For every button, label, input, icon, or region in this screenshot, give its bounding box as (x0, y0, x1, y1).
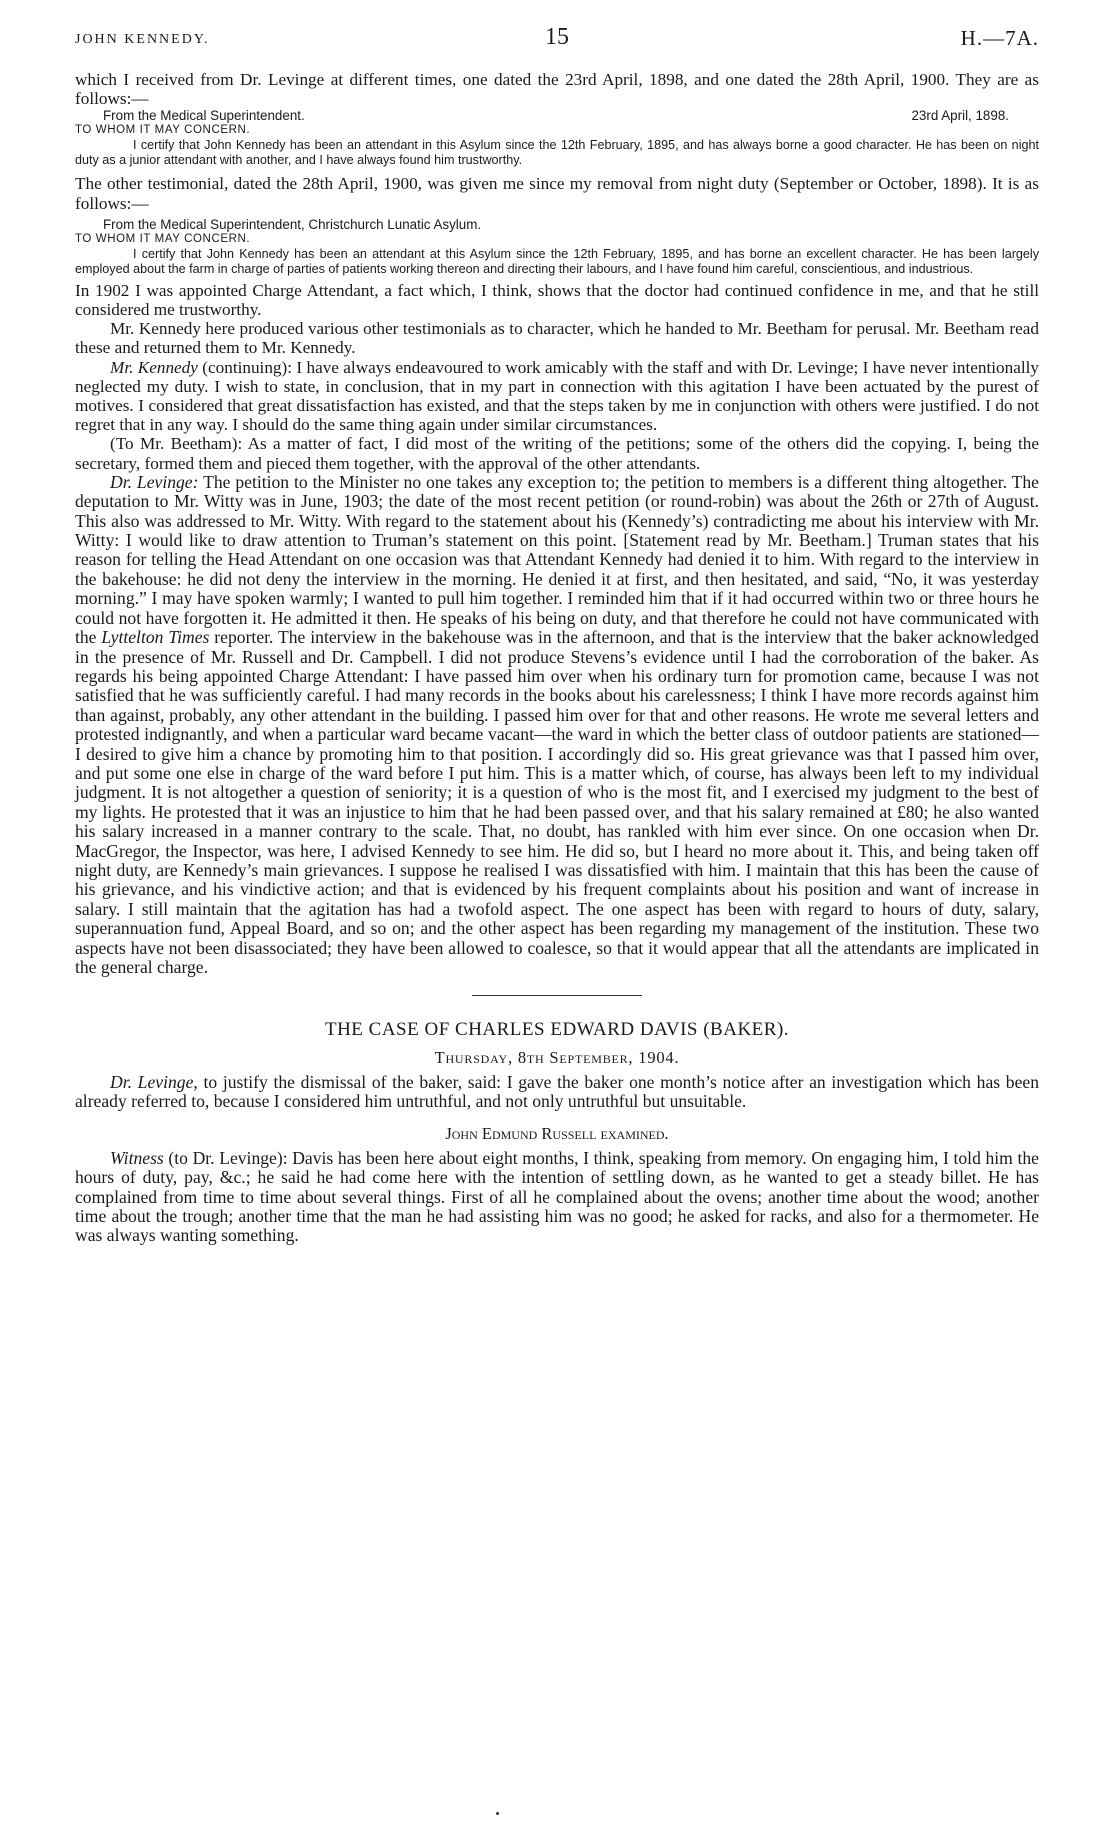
speaker-name: Dr. Levinge: (110, 471, 199, 492)
paragraph-witness-statement (75, 1149, 1039, 1246)
witness-heading: John Edmund Russell examined. (445, 1123, 669, 1143)
paragraph-levinge-justification (75, 1073, 1039, 1112)
letter-from: From the Medical Superintendent, Christchurch Lunatic Asylum. (103, 216, 482, 232)
case-date: Thursday, 8th September, 1904. (434, 1047, 680, 1067)
letter-from (75, 108, 1039, 123)
paragraph-kennedy-continuing (75, 358, 1039, 435)
speaker-name: Mr. Kennedy (110, 357, 198, 377)
letter-body: I certify that John Kennedy has been an attendant in this Asylum since the 12th February, 1895, and has always borne a good character. He has been on night duty as a junior attendant with another, and I have always found him trustworthy. (75, 138, 1039, 168)
statement-text: , to justify the dismissal of the baker, said: I gave the baker one month’s notice after an investigation which has been already referred to, because I considered him untruthful, and not only untruthful but unsuitable. (75, 1071, 1040, 1112)
document-reference: H.—7A. (960, 26, 1039, 50)
page-header (75, 20, 1039, 60)
paragraph-1902: In 1902 I was appointed Charge Attendant, a fact which, I think, shows that the doctor had continued confidence in me, and that he still considered me trustworthy. (75, 280, 1039, 320)
speaker-name: Witness (110, 1147, 164, 1168)
speaker-name: Dr. Levinge (110, 1071, 194, 1092)
document-body (75, 70, 1039, 1246)
statement-text: (to Dr. Levinge): Davis has been here about eight months, I think, speaking from memory. On engaging him, I told him the hours of duty, pay, &c.; he said he had come here with the intention of settling down, as he wanted to get a steady billet. He has complained from time to time about several things. First of all he complained about the ovens; another time about the wood; another time about the trough; another time that the man he had assisting him was no good; he asked for racks, and also for a thermometer. He was always wanting something. (75, 1147, 1039, 1246)
paragraph-intro: which I received from Dr. Levinge at different times, one dated the 23rd April, 1898, and one dated the 28th April, 1900. They are as follows:— (75, 70, 1039, 109)
statement-text: The petition to the Minister no one takes any exception to; the petition to members is a different thing altogether. The deputation to Mr. Witty was in June, 1903; the date of the most recent petition (or round-robin) was about the 26th or 27th of August. This also was addressed to Mr. Witty. With regard to the statement about his (Kennedy’s) contradicting me about his interview with Mr. Witty: I would like to draw attention to Truman’s statement on this point. [Statement read by Mr. Beetham.] Truman states that his reason for telling the Head Attendant on one occasion was that Attendant Kennedy had denied it to him. With regard to the interview in the bakehouse: he did not deny the interview in the morning. He denied it at first, and then hesitated, and said, “No, it was yesterday morning.” I may have spoken warmly; I wanted to pull him together. I reminded him that if it had occurred within two or three hours he could not have forgotten it. He admitted it then. He speaks of his being on duty, and that therefore he could not have communicated with the (75, 471, 1039, 648)
testimonial-letter-1 (75, 108, 1039, 168)
newspaper-name: Lyttelton Times (101, 627, 210, 648)
letter-from-text: From the Medical Superintendent. (103, 108, 305, 124)
page-number: 15 (545, 24, 569, 50)
letter-date: 23rd April, 1898. (911, 108, 1009, 124)
paragraph-other-testimonial: The other testimonial, dated the 28th April, 1900, was given me since my removal from night duty (September or October, 1898). It is as follows:— (75, 174, 1039, 213)
statement-text: (continuing): I have always endeavoured to work amicably with the staff and with Dr. Levinge; I have never intentionally neglected my duty. I wish to state, in conclusion, that in my part in connection with this agitation I have been actuated by the purest of motives. I considered that great dissatisfaction has existed, and that the steps taken by me in conjunction with others were justified. I do not regret that in any way. I should do the same thing again under similar circumstances. (75, 357, 1040, 435)
section-divider (472, 995, 642, 996)
page-mark (496, 1812, 499, 1815)
statement-text-continued: reporter. The interview in the bakehouse was in the afternoon, and that is the interview that the baker acknowledged in the presence of Mr. Russell and Dr. Campbell. I did not produce Stevens’s evidence until I had the corroboration of the baker. As regards his being appointed Charge Attendant: I have passed him over when his ordinary turn for promotion came, because I was not satisfied that he was sufficiently careful. I had many records in the books about his carelessness; I think I have more records against him than against, probably, any other attendant in the building. I passed him over for that and other reasons. He wrote me several letters and protested indignantly, and when a particular ward became vacant—the ward in which the better class of outdoor patients are stationed—I desired to give him a chance by promoting him to that position. I accordingly did so. His great grievance was that I passed him over, and put some one else in charge of the ward before I put him. This is a matter which, of course, has always been left to my individual judgment. It is not altogether a question of seniority; it is a question of who is the most fit, and I exercised my judgment to the best of my lights. He protested that it was an injustice to him that he had been passed over, and that his salary remained at £80; he also wanted his salary increased in a manner contrary to the scale. That, no doubt, has rankled with him ever since. On one occasion when Dr. MacGregor, the Inspector, was here, I advised Kennedy to see him. He did so, but I heard no more about it. This, and being taken off night duty, are Kennedy’s main grievances. I suppose he realised I was dissatisfied with him. I maintain that this has been the cause of his grievance, and his vindictive action; and that is evidenced by his frequent complaints about his position and want of increase in salary. I still maintain that the agitation has had a twofold aspect. The one aspect has been with regard to hours of duty, salary, superannuation fund, Appeal Board, and so on; and the other aspect has been regarding my management of the institution. These two aspects have not been disassociated; they have been allowed to coalesce, so that it would appear that all the attendants are implicated in the general charge. (75, 627, 1039, 977)
letter-body: I certify that John Kennedy has been an attendant at this Asylum since the 12th February, 1895, and has borne an excellent character. He has been largely employed about the farm in charge of parties of patients working thereon and directing their labours, and I have found him careful, conscientious, and industrious. (75, 246, 1039, 276)
letter-salutation: TO WHOM IT MAY CONCERN. (75, 232, 251, 245)
paragraph-testimonials-produced: Mr. Kennedy here produced various other testimonials as to character, which he handed to Mr. Beetham for perusal. Mr. Beetham read these and returned them to Mr. Kennedy. (75, 319, 1039, 358)
paragraph-levinge-statement (75, 473, 1039, 978)
testimonial-letter-2 (75, 217, 1039, 277)
running-head: JOHN KENNEDY. (75, 32, 210, 47)
letter-salutation: TO WHOM IT MAY CONCERN. (75, 124, 251, 137)
case-heading: THE CASE OF CHARLES EDWARD DAVIS (BAKER). (324, 1019, 790, 1041)
paragraph-to-beetham: (To Mr. Beetham): As a matter of fact, I did most of the writing of the petitions; some of the others did the copying. I, being the secretary, formed them and pieced them together, with the approval of the other attendants. (75, 434, 1039, 473)
